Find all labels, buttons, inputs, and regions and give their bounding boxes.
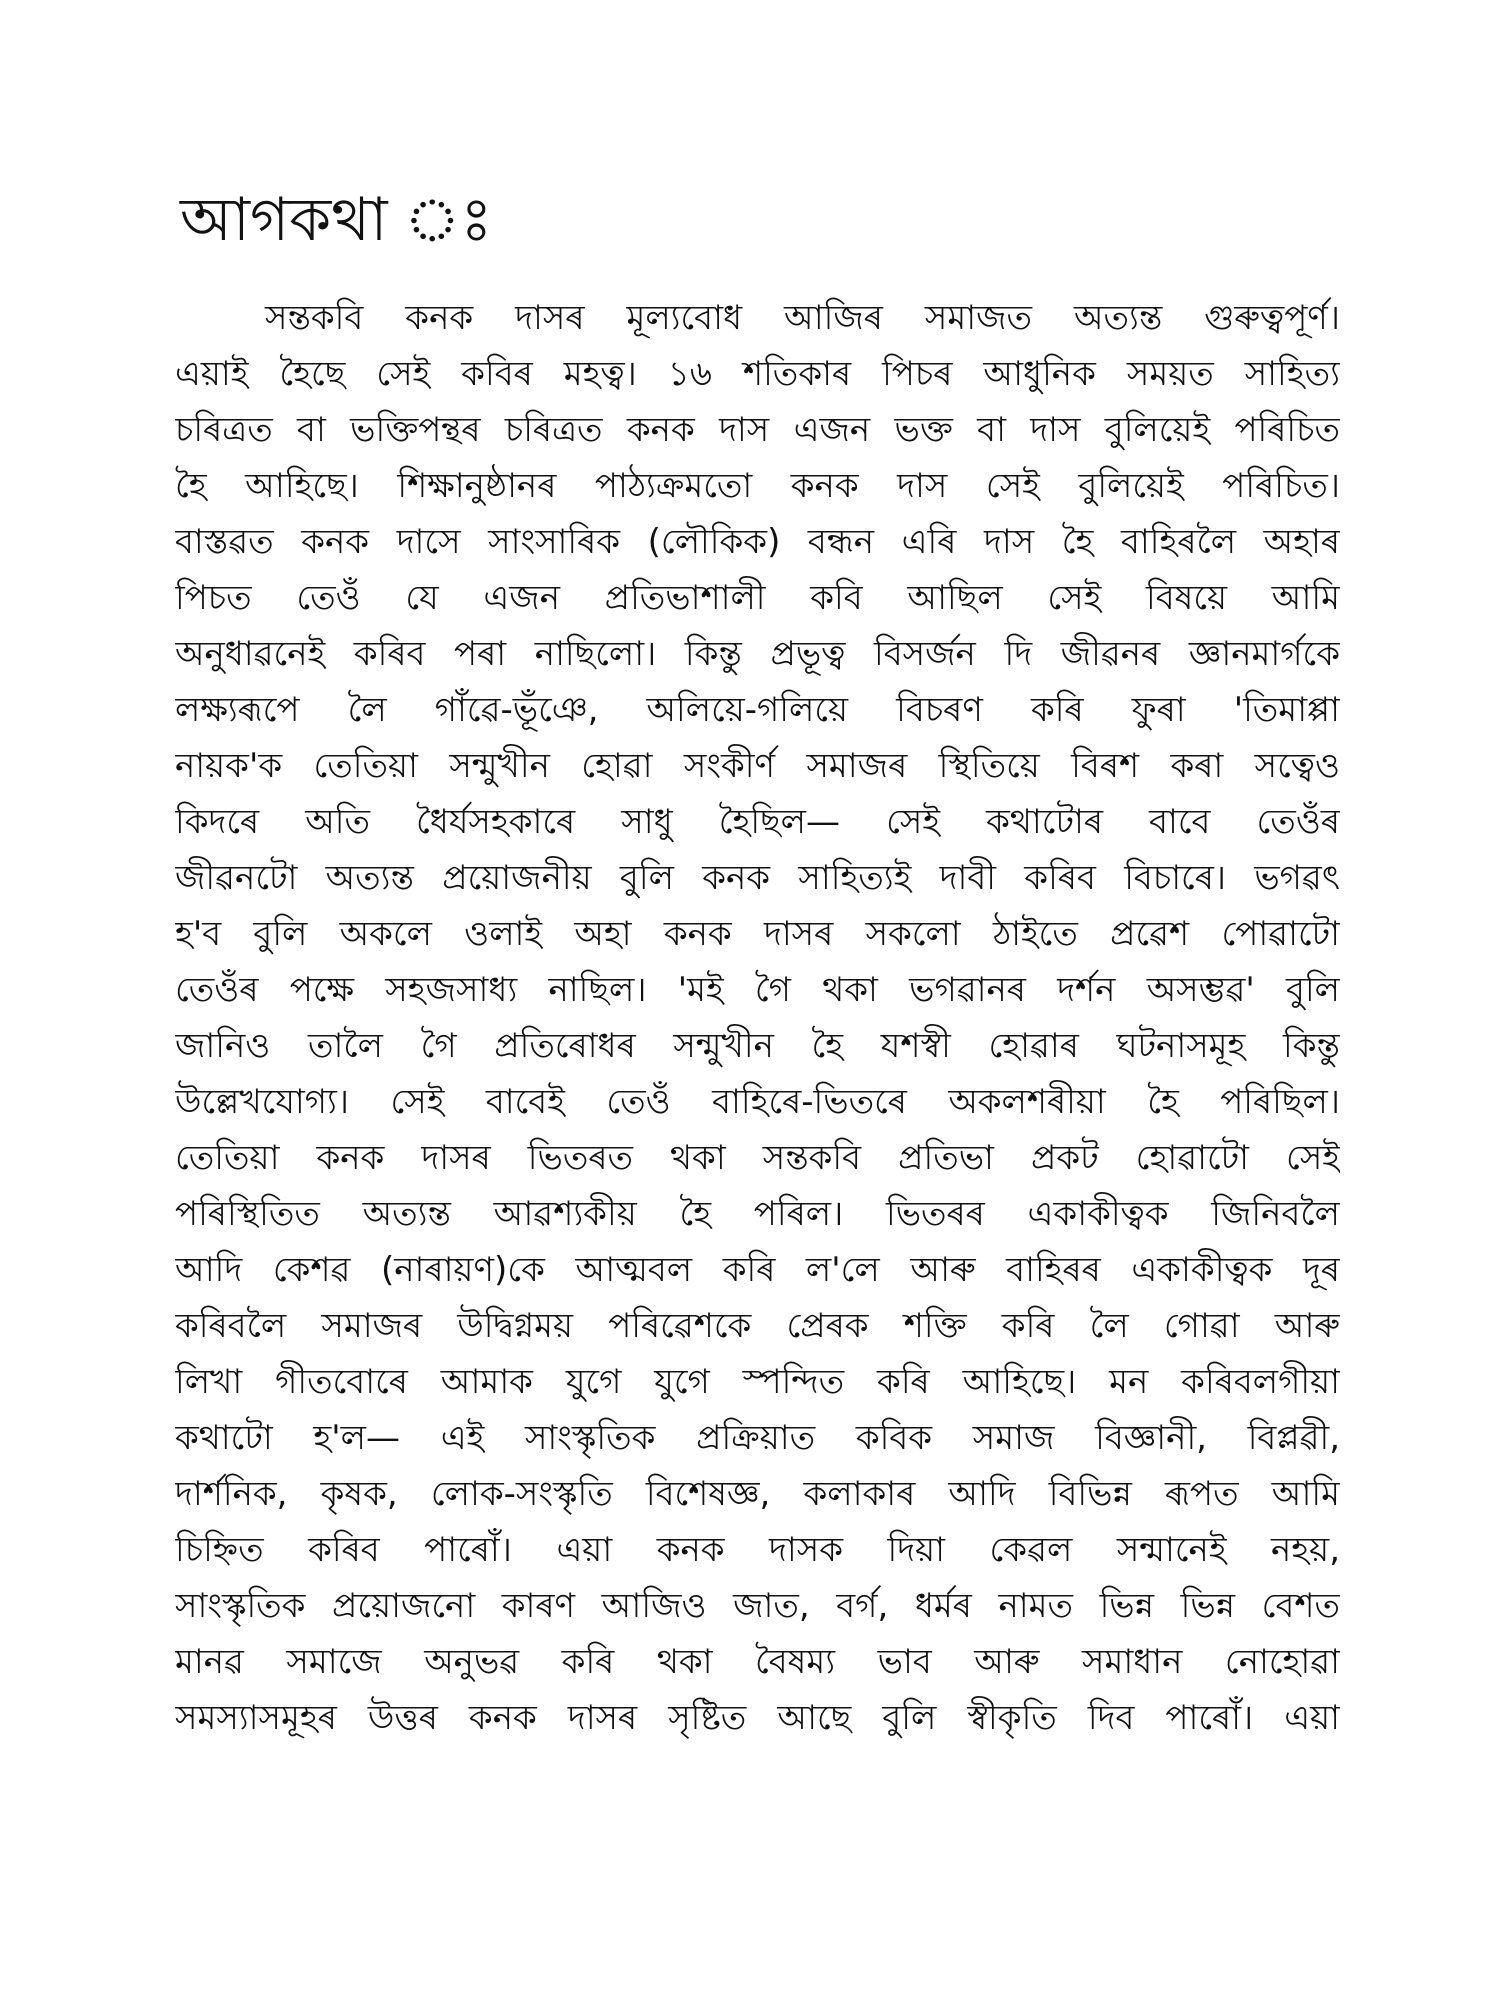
text-line: আদি কেশৱ (নাৰায়ণ)কে আত্মবল কৰি ল'লে আৰু বাহিৰৰ একাকীত্বক দূৰ xyxy=(175,1250,1340,1290)
body-paragraph xyxy=(175,290,1340,1746)
text-line: নায়ক'ক তেতিয়া সন্মুখীন হোৱা সংকীৰ্ণ সমাজৰ স্থিতিয়ে বিৰশ কৰা সত্বেও xyxy=(175,746,1340,786)
text-line: হৈ আহিছে। শিক্ষানুষ্ঠানৰ পাঠ্যক্ৰমতো কনক দাস সেই বুলিয়েই পৰিচিত। xyxy=(175,466,1340,506)
text-line: তেওঁৰ পক্ষে সহজসাধ্য নাছিল। 'মই গৈ থকা ভগৱানৰ দৰ্শন অসম্ভৱ' বুলি xyxy=(175,970,1340,1010)
text-line: হ'ব বুলি অকলে ওলাই অহা কনক দাসৰ সকলো ঠাইতে প্ৰৱেশ পোৱাটো xyxy=(175,914,1340,954)
text-line: জানিও তালৈ গৈ প্ৰতিৰোধৰ সন্মুখীন হৈ যশস্বী হোৱাৰ ঘটনাসমূহ কিন্তু xyxy=(175,1026,1340,1066)
text-line: মানৱ সমাজে অনুভৱ কৰি থকা বৈষম্য ভাব আৰু সমাধান নোহোৱা xyxy=(175,1642,1340,1682)
text-line: অনুধাৱনেই কৰিব পৰা নাছিলো। কিন্তু প্ৰভূত্ব বিসৰ্জন দি জীৱনৰ জ্ঞানমাৰ্গকে xyxy=(175,634,1340,674)
text-line: সাংস্কৃতিক প্ৰয়োজনো কাৰণ আজিও জাত, বৰ্গ, ধৰ্মৰ নামত ভিন্ন ভিন্ন বেশত xyxy=(175,1586,1340,1626)
text-line: চিহ্নিত কৰিব পাৰোঁ। এয়া কনক দাসক দিয়া কেৱল সন্মানেই নহয়, xyxy=(175,1530,1340,1570)
text-line: জীৱনটো অত্যন্ত প্ৰয়োজনীয় বুলি কনক সাহিত্যই দাবী কৰিব বিচাৰে। ভগৱৎ xyxy=(175,858,1340,898)
text-line: কিদৰে অতি ধৈৰ্যসহকাৰে সাধু হৈছিল— সেই কথাটোৰ বাবে তেওঁৰ xyxy=(175,802,1340,842)
text-line: চৰিত্ৰত বা ভক্তিপন্থৰ চৰিত্ৰত কনক দাস এজন ভক্ত বা দাস বুলিয়েই পৰিচিত xyxy=(175,410,1340,450)
text-line: লক্ষ্যৰূপে লৈ গাঁৱে-ভূঁঞে, অলিয়ে-গলিয়ে বিচৰণ কৰি ফুৰা 'তিমাপ্পা xyxy=(175,690,1340,730)
text-line: পিচত তেওঁ যে এজন প্ৰতিভাশালী কবি আছিল সেই বিষয়ে আমি xyxy=(175,578,1340,618)
text-line: এয়াই হৈছে সেই কবিৰ মহত্ব। ১৬ শতিকাৰ পিচৰ আধুনিক সময়ত সাহিত্য xyxy=(175,354,1340,394)
text-line: কথাটো হ'ল— এই সাংস্কৃতিক প্ৰক্ৰিয়াত কবিক সমাজ বিজ্ঞানী, বিপ্লৱী, xyxy=(175,1418,1340,1458)
text-line: তেতিয়া কনক দাসৰ ভিতৰত থকা সন্তকবি প্ৰতিভা প্ৰকট হোৱাটো সেই xyxy=(175,1138,1340,1178)
text-line: বাস্তৱত কনক দাসে সাংসাৰিক (লৌকিক) বন্ধন এৰি দাস হৈ বাহিৰলৈ অহাৰ xyxy=(175,522,1340,562)
text-line: উল্লেখযোগ্য। সেই বাবেই তেওঁ বাহিৰে-ভিতৰে অকলশৰীয়া হৈ পৰিছিল। xyxy=(175,1082,1340,1122)
text-line: পৰিস্থিতিত অত্যন্ত আৱশ্যকীয় হৈ পৰিল। ভিতৰৰ একাকীত্বক জিনিবলৈ xyxy=(175,1194,1340,1234)
text-line: সন্তকবি কনক দাসৰ মূল্যবোধ আজিৰ সমাজত অত্যন্ত গুৰুত্বপূৰ্ণ। xyxy=(265,298,1340,338)
text-line: কৰিবলৈ সমাজৰ উদ্বিগ্নময় পৰিৱেশকে প্ৰেৰক শক্তি কৰি লৈ গোৱা আৰু xyxy=(175,1306,1340,1346)
text-line: দাৰ্শনিক, কৃষক, লোক-সংস্কৃতি বিশেষজ্ঞ, কলাকাৰ আদি বিভিন্ন ৰূপত আমি xyxy=(175,1474,1340,1514)
text-line: লিখা গীতবোৰে আমাক যুগে যুগে স্পন্দিত কৰি আহিছে। মন কৰিবলগীয়া xyxy=(175,1362,1340,1402)
text-line: সমস্যাসমূহৰ উত্তৰ কনক দাসৰ সৃষ্টিত আছে বুলি স্বীকৃতি দিব পাৰোঁ। এয়া xyxy=(175,1698,1340,1738)
page-title: আগকথা ঃ xyxy=(180,185,493,255)
